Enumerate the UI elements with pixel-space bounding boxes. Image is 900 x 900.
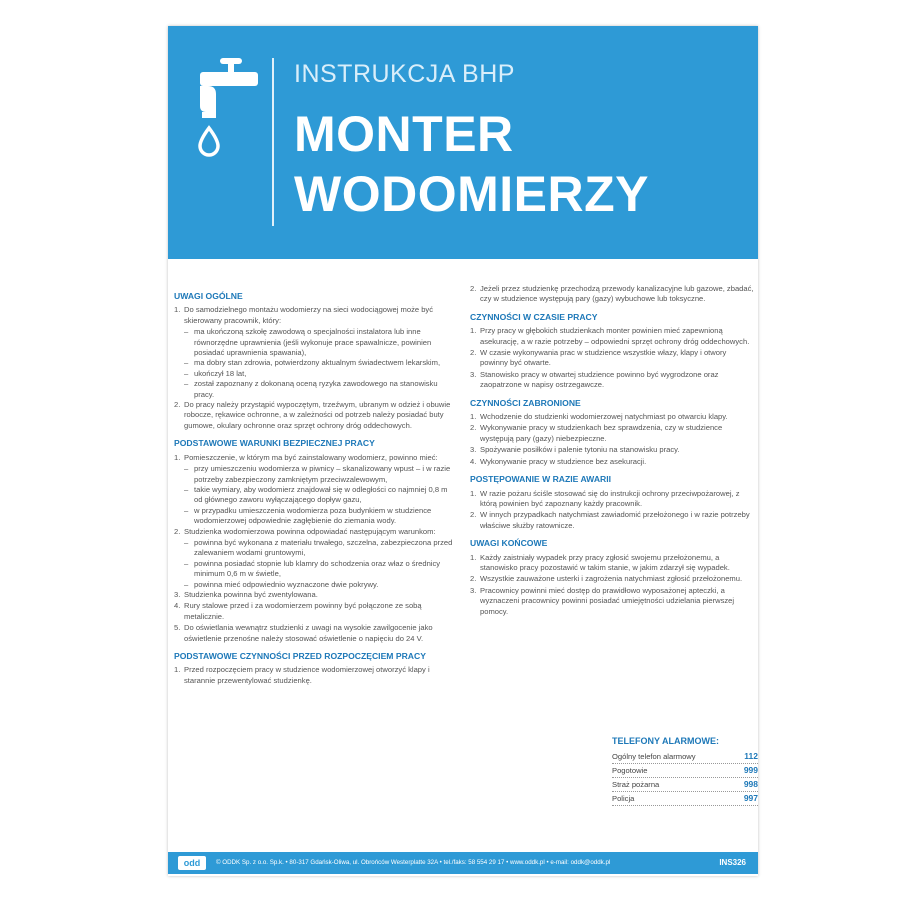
phone-row [612, 778, 758, 792]
item-number: 2. [470, 574, 477, 584]
section-heading-general: UWAGI OGÓLNE [174, 291, 243, 301]
item-text: Wykonywanie pracy w studzienkach bez sprawdzenia, czy w studzience występują pary (gazy) niebezpieczne. [480, 423, 723, 443]
list-item [174, 305, 458, 326]
item-text: Wykonywanie pracy w studzience bez asekuracji. [480, 456, 647, 466]
list-item [470, 510, 754, 531]
item-number: 1. [470, 326, 477, 336]
header-banner [168, 26, 758, 259]
item-text: Rury stalowe przed i za wodomierzem powinny być połączone ze sobą metalicznie. [184, 601, 422, 621]
sub-item: – takie wymiary, aby wodomierz znajdował się w odległości co najmniej 0,8 m od głównego zaworu wyłączającego dopływ gazu, [184, 485, 458, 506]
section-heading-during: CZYNNOŚCI W CZASIE PRACY [470, 311, 598, 322]
item-number: 3. [470, 445, 477, 455]
list-item [174, 400, 458, 431]
title-line-1: MONTER [294, 106, 514, 162]
list-item [470, 553, 754, 574]
item-number: 4. [470, 456, 477, 466]
sub-item: – powinna być wykonana z materiału trwałego, szczelna, zabezpieczona przed zalewaniem wodami gruntowymi, [184, 538, 458, 559]
item-text: Wchodzenie do studzienki wodomierzowej natychmiast po otwarciu klapy. [480, 412, 728, 422]
section-heading-final: UWAGI KOŃCOWE [470, 538, 548, 549]
footer-contact: © ODDK Sp. z o.o. Sp.k. • 80-317 Gdańsk-Oliwa, ul. Obrońców Westerplatte 32A • tel./faks: 58 554 29 17 • www.oddk.pl • e-mail: oddk@oddk.pl [216, 859, 611, 866]
left-column [168, 284, 458, 687]
sub-item-text: takie wymiary, aby wodomierz znajdował się w odległości co najmniej 0,8 m od głównego zaworu wyłączającego dopływ gazu, [194, 484, 448, 505]
item-text: Do oświetlania wewnątrz studzienki z uwagi na wysokie zawilgocenie jako oświetlenie przenośne należy stosować oświetlenie o napięciu do 24 V. [184, 623, 433, 643]
item-text: Wszystkie zauważone usterki i zagrożenia natychmiast zgłosić przełożonemu. [480, 574, 743, 584]
sub-item: – ma dobry stan zdrowia, potwierdzony aktualnym świadectwem lekarskim, [184, 358, 441, 368]
list-item [470, 284, 754, 305]
item-number: 2. [470, 510, 477, 520]
list-item [470, 370, 754, 391]
item-text: Studzienka powinna być zwentylowana. [184, 589, 318, 599]
sub-item-text: w przypadku umieszczenia wodomierza poza budynkiem w studzience wodomierzowej odpowiednie zagłębienie do ziemania wody. [194, 505, 432, 526]
water-tap-icon [194, 54, 264, 164]
sub-item: – powinna mieć odpowiednio wyznaczone dwie pokrywy. [184, 579, 379, 589]
item-number: 1. [174, 665, 181, 675]
document-code: INS326 [719, 858, 746, 867]
item-number: 1. [470, 552, 477, 562]
phones-heading: TELEFONY ALARMOWE: [612, 736, 719, 746]
list-item [470, 457, 754, 467]
sub-item: – ma ukończoną szkołę zawodową o specjalności instalatora lub inne równorzędne uprawnienia (jeśli wykonuje prace spawalnicze, powinien posiadać uprawnienia spawania), [184, 327, 458, 358]
item-text: W razie pożaru ściśle stosować się do instrukcji ochrony przeciwpożarowej, z którą powinien być zapoznany każdy pracownik. [480, 488, 740, 508]
item-number: 2. [470, 284, 477, 293]
emergency-phones [612, 736, 758, 806]
section-heading-forbidden: CZYNNOŚCI ZABRONIONE [470, 397, 581, 408]
item-number: 3. [174, 589, 181, 599]
list-item [470, 586, 754, 617]
list-item [174, 453, 458, 463]
item-number: 1. [174, 305, 181, 315]
phone-row [612, 792, 758, 806]
item-number: 1. [470, 488, 477, 498]
footer-bar [168, 852, 758, 874]
list-item [470, 326, 754, 347]
item-number: 5. [174, 623, 181, 633]
section-heading-conditions: PODSTAWOWE WARUNKI BEZPIECZNEJ PRACY [174, 438, 375, 449]
list-item [470, 489, 754, 510]
item-text: W czasie wykonywania prac w studzience wszystkie włazy, klapy i otwory powinny być otwarte. [480, 348, 727, 368]
sub-item-text: powinna być wykonana z materiału trwałego, szczelna, zabezpieczona przed zalewaniem wodami gruntowymi, [194, 537, 453, 558]
publisher-logo: odd [178, 856, 206, 870]
section-heading-emergency: POSTĘPOWANIE W RAZIE AWARII [470, 474, 612, 485]
item-number: 1. [174, 452, 181, 462]
document-title [294, 104, 649, 224]
list-item [470, 574, 754, 584]
phone-row [612, 764, 758, 778]
sub-item: – został zapoznany z dokonaną oceną ryzyka zawodowego na stanowisku pracy. [184, 379, 458, 400]
item-text: Przy pracy w głębokich studzienkach monter powinien mieć zapewnioną asekurację, a w razie potrzeby – odpowiedni sprzęt ochrony dróg oddechowych. [480, 326, 750, 346]
item-text: Przed rozpoczęciem pracy w studzience wodomierzowej otworzyć klapy i starannie przewentylować studzienkę. [184, 665, 430, 685]
phone-number: 112 [744, 751, 758, 761]
title-line-2: WODOMIERZY [294, 166, 649, 222]
item-text: Pomieszczenie, w którym ma być zainstalowany wodomierz, powinno mieć: [184, 452, 438, 462]
sub-item: – powinna posiadać stopnie lub klamry do schodzenia oraz właz o średnicy minimum 0,6 m w świetle, [184, 559, 458, 580]
sub-item-text: ukończył 18 lat, [194, 368, 247, 378]
sub-item: – ukończył 18 lat, [184, 368, 247, 378]
list-item [470, 445, 754, 455]
item-text: Każdy zaistniały wypadek przy pracy zgłosić swojemu przełożonemu, a stanowisko pracy pozostawić w takim stanie, w jakim zdarzył się wypadek. [480, 552, 730, 572]
list-item [174, 623, 458, 644]
phone-label: Straż pożarna [612, 780, 660, 789]
right-column [470, 284, 754, 618]
list-item [470, 348, 754, 369]
sub-item-text: powinna posiadać stopnie lub klamry do schodzenia oraz właz o średnicy minimum 0,6 m w świetle, [194, 558, 441, 579]
item-text: Spożywanie posiłków i palenie tytoniu na stanowisku pracy. [480, 445, 680, 455]
phone-row [612, 750, 758, 764]
item-text: W innych przypadkach natychmiast zawiadomić przełożonego i w razie potrzeby właściwe służby ratownicze. [480, 510, 750, 530]
list-item [174, 665, 458, 686]
instruction-sheet [168, 26, 758, 876]
item-text: Pracownicy powinni mieć dostęp do prawidłowo wyposażonej apteczki, a wyznaczeni pracownicy powinni posiadać umiejętności udzielania pierwszej pomocy. [480, 585, 735, 616]
item-number: 2. [470, 423, 477, 433]
list-item [470, 412, 754, 422]
item-number: 3. [470, 369, 477, 379]
item-number: 1. [470, 412, 477, 422]
section-heading-before: PODSTAWOWE CZYNNOŚCI PRZED ROZPOCZĘCIEM PRACY [174, 651, 426, 661]
item-text: Stanowisko pracy w otwartej studzience powinno być wygrodzone oraz zaopatrzone w napisy ostrzegawcze. [480, 369, 719, 390]
phone-number: 997 [743, 793, 758, 803]
item-number: 4. [174, 601, 181, 611]
item-number: 3. [470, 585, 477, 595]
phone-label: Policja [612, 794, 635, 803]
sub-item-text: powinna mieć odpowiednio wyznaczone dwie pokrywy. [194, 579, 379, 589]
header-divider [272, 58, 274, 226]
list-item [174, 527, 458, 537]
sub-item: – przy umieszczeniu wodomierza w piwnicy – skanalizowany wpust – i w razie potrzeby zabezpieczony zamkniętym przeciwzalewowym, [184, 464, 458, 485]
sub-item-text: przy umieszczeniu wodomierza w piwnicy – skanalizowany wpust – i w razie potrzeby zabezpieczony zamkniętym przeciwzalewowym, [194, 464, 451, 484]
sub-item-text: ma dobry stan zdrowia, potwierdzony aktualnym świadectwem lekarskim, [194, 358, 441, 368]
item-text: Jeżeli przez studzienkę przechodzą przewody kanalizacyjne lub gazowe, zbadać, czy w studzience występują pary (gazy) wybuchowe lub toksyczne. [480, 284, 754, 304]
phone-label: Ogólny telefon alarmowy [612, 752, 696, 761]
list-item [470, 423, 754, 444]
item-text: Do samodzielnego montażu wodomierzy na sieci wodociągowej może być skierowany pracownik, który: [184, 305, 434, 325]
sub-item-text: ma ukończoną szkołę zawodową o specjalności instalatora lub inne równorzędne uprawnienia (jeśli wykonuje prace spawalnicze, powinien posiadać uprawnienia spawania), [194, 327, 432, 358]
sub-item-text: został zapoznany z dokonaną oceną ryzyka zawodowego na stanowisku pracy. [194, 379, 438, 399]
phone-label: Pogotowie [612, 766, 648, 775]
item-number: 2. [174, 400, 181, 410]
phone-number: 999 [743, 765, 758, 775]
item-text: Studzienka wodomierzowa powinna odpowiadać następującym warunkom: [184, 526, 436, 536]
item-number: 2. [174, 526, 181, 536]
list-item [174, 590, 458, 600]
item-text: Do pracy należy przystąpić wypoczętym, trzeźwym, ubranym w odzież i obuwie robocze, rękawice ochronne, a w zależności od potrzeb należy posiadać buty gumowe, okulary ochronne oraz sprzęt ochrony dróg oddechowych. [184, 400, 451, 430]
item-number: 2. [470, 348, 477, 358]
document-kicker: INSTRUKCJA BHP [294, 60, 515, 88]
sub-item: – w przypadku umieszczenia wodomierza poza budynkiem w studzience wodomierzowej odpowiednie zagłębienie do ziemania wody. [184, 506, 458, 527]
list-item [174, 601, 458, 622]
phone-number: 998 [743, 779, 758, 789]
